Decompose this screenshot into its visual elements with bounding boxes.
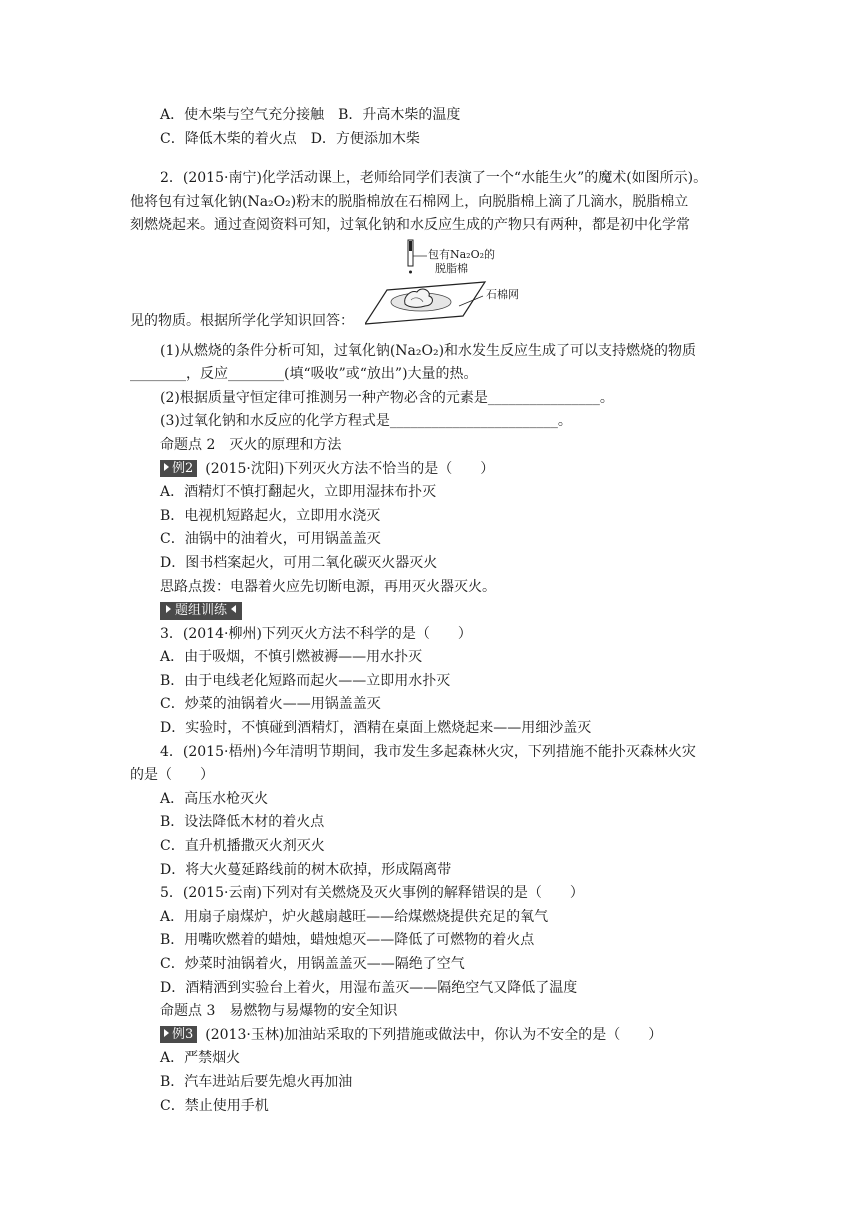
worksheet-page xyxy=(130,104,740,1118)
triangle-icon xyxy=(164,463,169,471)
figure-label-cotton-2: 脱脂棉 xyxy=(435,261,468,275)
q5-option-a: A．用扇子扇煤炉，炉火越扇越旺——给煤燃烧提供充足的氧气 xyxy=(160,908,549,925)
q1-options-line2: C．降低木柴的着火点 D．方便添加木柴 xyxy=(160,130,420,147)
example2-hint: 思路点拨：电器着火应先切断电源，再用灭火器灭火。 xyxy=(160,578,496,595)
q5-option-c: C．炒菜时油锅着火，用锅盖盖灭——隔绝了空气 xyxy=(160,956,465,972)
example2 xyxy=(160,458,740,482)
q3-option-a: A．由于吸烟，不慎引燃被褥——用水扑灭 xyxy=(160,649,423,666)
example2-option-b: B．电视机短路起火，立即用水浇灭 xyxy=(160,507,381,524)
q2-stem-line1: 2．(2015·南宁)化学活动课上，老师给同学们表演了一个“水能生火”的魔术(如图所示)。 xyxy=(160,170,708,187)
q3-stem: 3．(2014·柳州)下列灭火方法不科学的是（ ） xyxy=(160,625,472,642)
example3-option-b: B．汽车进站后要先熄火再加油 xyxy=(160,1073,353,1090)
q2-stem-line2: 他将包有过氧化钠(Na₂O₂)粉末的脱脂棉放在石棉网上，向脱脂棉上滴了几滴水，脱脂棉立 xyxy=(130,193,689,210)
q3-option-b: B．由于电线老化短路而起火——立即用水扑灭 xyxy=(160,672,451,689)
practice-tag xyxy=(160,602,242,620)
q5-option-b: B．用嘴吹燃着的蜡烛，蜡烛熄灭——降低了可燃物的着火点 xyxy=(160,932,535,949)
q4-option-d: D．将大火蔓延路线前的树木砍掉，形成隔离带 xyxy=(160,861,452,878)
q2-sub3: (3)过氧化钠和水反应的化学方程式是________________________。 xyxy=(160,413,572,430)
example-tag xyxy=(160,460,197,477)
example-tag-label: 例2 xyxy=(172,460,194,476)
q2-stem-line4: 见的物质。根据所学化学知识回答： xyxy=(130,312,354,329)
q4-option-a: A．高压水枪灭火 xyxy=(160,790,269,807)
example2-option-d: D．图书档案起火，可用二氧化碳灭火器灭火 xyxy=(160,554,438,571)
example2-text: (2015·沈阳)下列灭火方法不恰当的是（ ） xyxy=(205,460,495,477)
q2-sub1-a: (1)从燃烧的条件分析可知，过氧化钠(Na₂O₂)和水发生反应生成了可以支持燃烧的物质 xyxy=(160,342,697,359)
q3-option-c: C．炒菜的油锅着火——用锅盖盖灭 xyxy=(160,696,381,713)
example3-option-a: A．严禁烟火 xyxy=(160,1050,241,1067)
q3-option-d: D．实验时，不慎碰到酒精灯，酒精在桌面上燃烧起来——用细沙盖灭 xyxy=(160,720,592,737)
example3-option-c: C．禁止使用手机 xyxy=(160,1097,269,1114)
q4-stem-line1: 4．(2015·梧州)今年清明节期间，我市发生多起森林火灾，下列措施不能扑灭森林火灾 xyxy=(160,743,696,760)
triangle-right-icon xyxy=(166,605,171,613)
q4-option-b: B．设法降低木材的着火点 xyxy=(160,814,325,831)
q4-stem-line2: 的是（ ） xyxy=(130,767,214,784)
figure-label-net: 石棉网 xyxy=(486,287,519,301)
triangle-icon xyxy=(164,1029,169,1037)
figure-label-cotton: 包有Na₂O₂的 xyxy=(428,247,496,261)
q2-stem-line3: 刻燃烧起来。通过查阅资料可知，过氧化钠和水反应生成的产物只有两种，都是初中化学常 xyxy=(130,217,690,234)
experiment-figure xyxy=(160,238,740,328)
example-tag-label: 例3 xyxy=(172,1026,194,1042)
practice-tag-label: 题组训练 xyxy=(175,603,228,619)
triangle-left-icon xyxy=(231,605,236,613)
q5-option-d: D．酒精洒到实验台上着火，用湿布盖灭——隔绝空气又降低了温度 xyxy=(160,979,578,996)
q4-option-c: C．直升机播撒灭火剂灭火 xyxy=(160,838,325,855)
q1-options-line1: A．使木柴与空气充分接触 B．升高木柴的温度 xyxy=(160,107,461,123)
q5-stem: 5．(2015·云南)下列对有关燃烧及灭火事例的解释错误的是（ ） xyxy=(160,885,584,902)
q2-sub2: (2)根据质量守恒定律可推测另一种产物必含的元素是________________。 xyxy=(160,389,614,406)
example3-text: (2013·玉林)加油站采取的下列措施或做法中，你认为不安全的是（ ） xyxy=(205,1026,663,1043)
practice-banner xyxy=(160,599,740,623)
topic2-heading: 命题点 2 灭火的原理和方法 xyxy=(160,436,342,453)
example2-option-c: C．油锅中的油着火，可用锅盖盖灭 xyxy=(160,531,381,548)
example2-option-a: A．酒精灯不慎打翻起火，立即用湿抹布扑灭 xyxy=(160,484,437,501)
q2-sub1-b: ________，反应________(填“吸收”或“放出”)大量的热。 xyxy=(130,366,478,383)
topic3-heading: 命题点 3 易燃物与易爆物的安全知识 xyxy=(160,1003,398,1020)
example3 xyxy=(160,1024,740,1048)
example-tag xyxy=(160,1026,197,1043)
